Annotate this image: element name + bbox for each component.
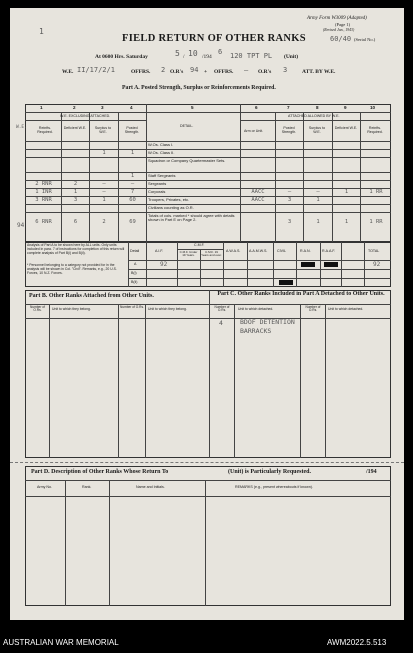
part-a-cell-c4: 7 [130,188,135,195]
part-a-cell-c7: — [287,188,292,195]
col-num-4: 4 [130,105,133,110]
part-b-title: Part B. Other Ranks Attached from Other Units. [29,293,154,299]
detail-row-label: Civilians counting as O.R. [148,204,194,210]
date-year: 6 [218,48,223,56]
analysis-head-detail: Detail [130,249,140,253]
analysis-row-bi: B(i) [131,271,137,275]
attached-allowed-head: ATTACHED ALLOWED BY W.E. [288,113,340,118]
offrs-label: OFFRS. [131,69,151,75]
margin-we: W.E. [16,125,27,130]
part-a-cell-c4: — [130,180,135,187]
part-c-head-count-2: Number of O.Rs. [305,305,321,313]
serial-label: (Serial No.) [354,37,376,42]
part-b-head-unit-1: Unit to which they belong. [52,307,91,311]
analysis-head-ran: R.A.N. [300,249,311,253]
head-detail: DETAIL. [180,124,194,128]
analysis-note: Analysis of Part A to be shown here by ALL units. Only units included in para. 7 of instructions for completion of this return will complete analysis of Part B(i) and B(ii). [27,243,125,255]
ors-label: O.R's [170,69,184,75]
detail-row-label: W.Os. Class II. [148,149,175,155]
part-b-head-unit-2: Unit to which they belong. [148,307,187,311]
part-a-cell-c2: 6 [73,219,78,225]
part-a-cell-c2: 1 [73,188,78,195]
col-num-7: 7 [287,105,290,110]
part-d-head-rank: Rank. [82,485,92,489]
part-c-head-unit-1: Unit to which detached. [238,307,274,311]
part-a-title: Part A. Posted Strength, Surplus or Reinforcements Required. [122,85,276,91]
analysis-head-awas: A.W.A.S. [226,249,241,253]
at-label: At 0600 Hrs. Saturday [95,54,148,60]
part-d-title: Part D. Description of Other Ranks Whose Return To [31,469,169,475]
part-a-cell-c1: 3 RNR [35,196,52,203]
we-excl-head: W.E. EXCLUDING ATTACHED. [60,113,111,118]
part-a-cell-c3: 1 [102,149,106,156]
revised-label: (Revised Jan., 1943) [323,28,355,32]
analysis-row-bii: B(ii) [131,280,138,284]
part-a-cell-c4: 60 [129,196,136,203]
offrs2-value: — [244,66,249,74]
head-posted-left: Posted Strength. [124,126,140,134]
part-a-cell-c8: 1 [316,196,320,203]
year-prefix: /194 [202,54,212,60]
ors2-label: O.R's [258,69,272,75]
unit-label: (Unit) [284,54,299,60]
detail-row-label: Troopers, Privates, etc. [148,196,190,202]
analysis-head-aamws: A.A.M.W.S. [249,249,268,253]
col-num-9: 9 [344,105,347,110]
analysis-aif-a: 92 [160,261,168,268]
analysis-head-raaf: R.A.A.F. [322,249,336,253]
detail-row-label: Staff Sergeants [148,172,176,178]
part-a-cell-c1: 6 RNR [35,219,52,225]
analysis-head-cmf-under: C.M.F. Under 19 Years. [179,250,198,258]
col-num-6: 6 [255,105,258,110]
part-d-table [25,466,391,606]
part-a-cell-c7: 3 [287,196,292,203]
head-posted-right: Posted Strength. [281,126,297,134]
footer-source: AUSTRALIAN WAR MEMORIAL [3,638,119,647]
part-a-cell-c1: 1 INR [35,188,52,195]
offrs-value: 2 [161,66,166,74]
part-a-cell-c3: 2 [102,219,106,225]
part-c-entry-count: 4 [219,319,223,327]
part-d-year: /194 [366,469,377,475]
detail-row-label: Corporals [148,188,166,194]
we-label: W.E. [62,69,74,75]
ors-value: 94 [190,66,199,74]
part-a-cell-c7: 3 [287,219,292,225]
part-d-head-army-no: Army No. [37,485,52,489]
analysis-note-2: * Personnel belonging to a category not provided for in the analysis will be shown in Col. "Civil". Remarks, e.g., 20 U.S. Forces, 10 N.Z. Forces. [27,263,117,275]
part-a-cell-c9: 1 [344,219,349,225]
part-a-cell-c1: 2 RNR [35,180,52,187]
we-value: II/17/2/1 [77,66,115,74]
head-surplus-left: Surplus to W.E. [94,126,112,134]
part-a-cell-c6: AACC [251,188,265,195]
analysis-head-civil: CIVIL [277,249,286,253]
col-num-3: 3 [101,105,104,110]
col-num-10: 10 [370,105,376,110]
part-a-cell-c2: 2 [73,180,78,187]
unit-value: 120 TPT PL [230,52,273,60]
part-a-cell-c4: 1 [130,172,135,179]
col-num-1: 1 [40,105,43,110]
blocked-cell [279,280,293,285]
footer-accession: AWM2022.5.513 [327,638,387,647]
margin-94: 94 [17,222,25,229]
part-a-cell-c8: 1 [316,219,320,225]
serial-number: 60/40 [330,35,352,43]
analysis-row-a: A [134,262,137,266]
page-number: 1 [39,27,44,36]
col-num-8: 8 [316,105,319,110]
part-b-head-count-1: Number of O.Rs. [30,305,45,313]
head-reinfts-left: Reinfts. Required. [37,126,53,134]
part-a-cell-c9: 1 [344,188,349,195]
part-d-head-name: Name and Initials. [136,485,165,489]
part-d-title-2: (Unit) is Particularly Requested. [228,469,311,475]
att-label: ATT. BY W.E. [302,69,336,75]
detail-row-label: Squadron or Company Quartermaster Sets. [148,157,226,163]
part-a-cell-c10: 1 RR [369,188,383,195]
part-c-head-unit-2: Unit to which detached. [328,307,364,311]
part-a-cell-c6: AACC [251,196,265,203]
part-c-head-count-1: Number of O.Rs. [214,305,230,313]
part-a-cell-c8: — [316,188,320,195]
offrs2-label: OFFRS. [214,69,234,75]
blocked-cell [324,262,338,267]
detail-row-label: Sergeants [148,180,167,186]
analysis-head-total: TOTAL [368,249,380,253]
part-c-title: Part C. Other Ranks Included in Part A Detached to Other Units. [217,291,385,297]
part-c-entry-unit-1: BDOF DETENTION [240,318,295,326]
date-month: 10 [188,49,198,58]
part-a-cell-c10: 1 RR [369,219,383,225]
col-num-5: 5 [191,105,194,110]
head-surplus-right: Surplus to W.E. [308,126,326,134]
head-arm-unit: Arm or Unit. [244,129,264,133]
form-title: FIELD RETURN OF OTHER RANKS [122,33,306,44]
blocked-cell [301,262,315,267]
analysis-head-cmf: C.M.F. [194,243,205,247]
part-a-cell-c3: 1 [102,196,106,203]
head-reinfts-right: Reinfts. Required. [367,126,383,134]
analysis-head-cmf-over: C.M.F. 19 Years and over. [201,250,222,258]
head-deficient-left: Deficient W.E. [63,126,87,130]
part-c-entry-unit-2: BARRACKS [240,327,272,335]
head-deficient-right: Deficient W.E. [334,126,358,130]
part-a-cell-c2: 3 [73,196,78,203]
detail-row-label: W.Os. Class I. [148,141,174,147]
part-d-head-remarks: REMARKS (e.g., present whereabouts if known). [235,485,313,489]
detail-row-label: Totals of cols. marked * should agree with details shown in Part E on Page 2. [148,212,235,223]
part-a-cell-c4: 1 [130,149,135,156]
part-a-cell-c3: — [102,180,106,187]
date-day: 5 [175,49,180,58]
part-bc-table [25,290,391,458]
analysis-total-a: 92 [373,261,381,268]
part-a-cell-c4: 69 [129,219,136,225]
army-form-label: Army Form W3009 (Adapted) [307,16,367,21]
part-b-head-count-2: Number of O.Rs. [120,305,144,309]
part-a-cell-c3: — [102,188,106,195]
ors2-value: 3 [283,66,288,74]
col-num-2: 2 [73,105,76,110]
analysis-head-aif: A.I.F. [155,249,164,253]
page-label: (Page 1) [335,22,351,27]
